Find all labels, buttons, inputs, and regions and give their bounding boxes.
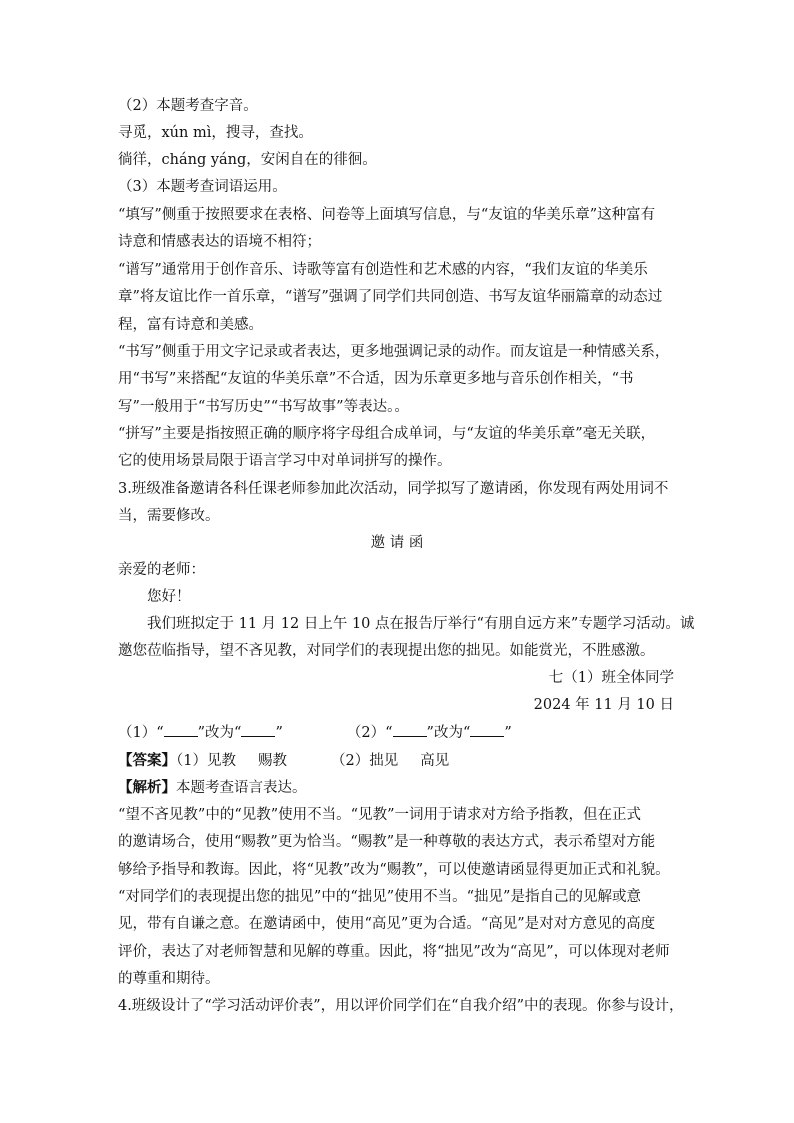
q1-prefix: （1）“ bbox=[118, 725, 164, 741]
analysis-line bbox=[118, 779, 307, 797]
analysis-text-line: 的尊重和期待。 bbox=[118, 971, 220, 987]
answer-1: （1）见教 bbox=[176, 753, 236, 769]
text-line: 用“书写”来搭配“友谊的华美乐章”不合适，因为乐章更多地与音乐创作相关，“书 bbox=[118, 371, 634, 387]
letter-body-line: 我们班拟定于 11 月 12 日上午 10 点在报告厅举行“有朋自远方来”专题学习活动。诚 bbox=[147, 616, 695, 632]
text-line: （2）本题考查字音。 bbox=[118, 98, 258, 114]
letter-signature: 七（1）班全体同学 bbox=[548, 670, 674, 686]
answer-blank[interactable] bbox=[164, 724, 198, 737]
analysis-intro: 本题考查语言表达。 bbox=[176, 780, 307, 796]
text-line: 程，富有诗意和美感。 bbox=[118, 317, 263, 333]
text-line: 诗意和情感表达的语境不相符； bbox=[118, 234, 321, 250]
answer-blank[interactable] bbox=[241, 724, 275, 737]
text-line: 章”将友谊比作一首乐章，“谱写”强调了同学们共同创造、书写友谊华丽篇章的动态过 bbox=[118, 289, 663, 305]
question-4-line: 4.班级设计了“学习活动评价表”，用以评价同学们在“自我介绍”中的表现。你参与设计， bbox=[118, 998, 684, 1014]
q1-suffix: ” bbox=[275, 725, 283, 741]
text-line: 寻觅，xún mì，搜寻，查找。 bbox=[118, 125, 313, 141]
text-line: “谱写”通常用于创作音乐、诗歌等富有创造性和艺术感的内容，“我们友谊的华美乐 bbox=[118, 262, 648, 278]
answer-label: 【答案】 bbox=[118, 752, 176, 769]
answer-2: （2）拙见 bbox=[330, 753, 399, 769]
letter-salutation: 亲爱的老师： bbox=[118, 562, 205, 578]
analysis-text-line: 够给予指导和教诲。因此，将“见教”改为“赐教”，可以使邀请函显得更加正式和礼貌。 bbox=[118, 862, 670, 878]
q2-mid: ”改为“ bbox=[426, 725, 471, 741]
question-3-line: 3.班级准备邀请各科任课老师参加此次活动，同学拟写了邀请函，你发现有两处用词不 bbox=[118, 481, 669, 497]
text-line: “拼写”主要是指按照正确的顺序将字母组合成单词，与“友谊的华美乐章”毫无关联， bbox=[118, 426, 656, 442]
answer-blank[interactable] bbox=[393, 724, 427, 737]
q1-mid: ”改为“ bbox=[197, 725, 242, 741]
analysis-text-line: 见，带有自谦之意。在邀请函中，使用“高见”更为合适。“高见”是对对方意见的高度 bbox=[118, 916, 656, 932]
analysis-text-line: “望不吝见教”中的“见教”使用不当。“见教”一词用于请求对方给予指教，但在正式 bbox=[118, 807, 641, 823]
letter-title: 邀 请 函 bbox=[370, 535, 424, 551]
analysis-text-line: “对同学们的表现提出您的拙见”中的“拙见”使用不当。“拙见”是指自己的见解或意 bbox=[118, 889, 641, 905]
q2-suffix: ” bbox=[504, 725, 512, 741]
letter-body-line: 邀您莅临指导，望不吝见教，对同学们的表现提出您的拙见。如能赏光，不胜感激。 bbox=[118, 643, 655, 659]
letter-date: 2024 年 11 月 10 日 bbox=[533, 697, 674, 713]
analysis-text-line: 评价，表达了对老师智慧和见解的尊重。因此，将“拙见”改为“高见”，可以体现对老师 bbox=[118, 944, 670, 960]
letter-greeting: 您好！ bbox=[147, 589, 191, 605]
text-line: 它的使用场景局限于语言学习中对单词拼写的操作。 bbox=[118, 453, 452, 469]
answer-blank[interactable] bbox=[470, 724, 504, 737]
text-line: 写”一般用于“书写历史”“书写故事”等表达。。 bbox=[118, 399, 409, 415]
text-line: “填写”侧重于按照要求在表格、问卷等上面填写信息，与“友谊的华美乐章”这种富有 bbox=[118, 207, 656, 223]
analysis-text-line: 的邀请场合，使用“赐教”更为恰当。“赐教”是一种尊敬的表达方式，表示希望对方能 bbox=[118, 834, 656, 850]
q2-prefix: （2）“ bbox=[346, 725, 393, 741]
text-line: （3）本题考查词语运用。 bbox=[118, 179, 287, 195]
fill-blank-question bbox=[118, 724, 512, 742]
text-line: “书写”侧重于用文字记录或者表达，更多地强调记录的动作。而友谊是一种情感关系， bbox=[118, 344, 670, 360]
answer-2b: 高见 bbox=[420, 753, 450, 769]
question-3-line: 当，需要修改。 bbox=[118, 508, 220, 524]
analysis-label: 【解析】 bbox=[118, 779, 176, 796]
answer-1b: 赐教 bbox=[257, 753, 287, 769]
text-line: 徜徉，cháng yáng，安闲自在的徘徊。 bbox=[118, 152, 377, 168]
answer-line bbox=[118, 752, 449, 770]
